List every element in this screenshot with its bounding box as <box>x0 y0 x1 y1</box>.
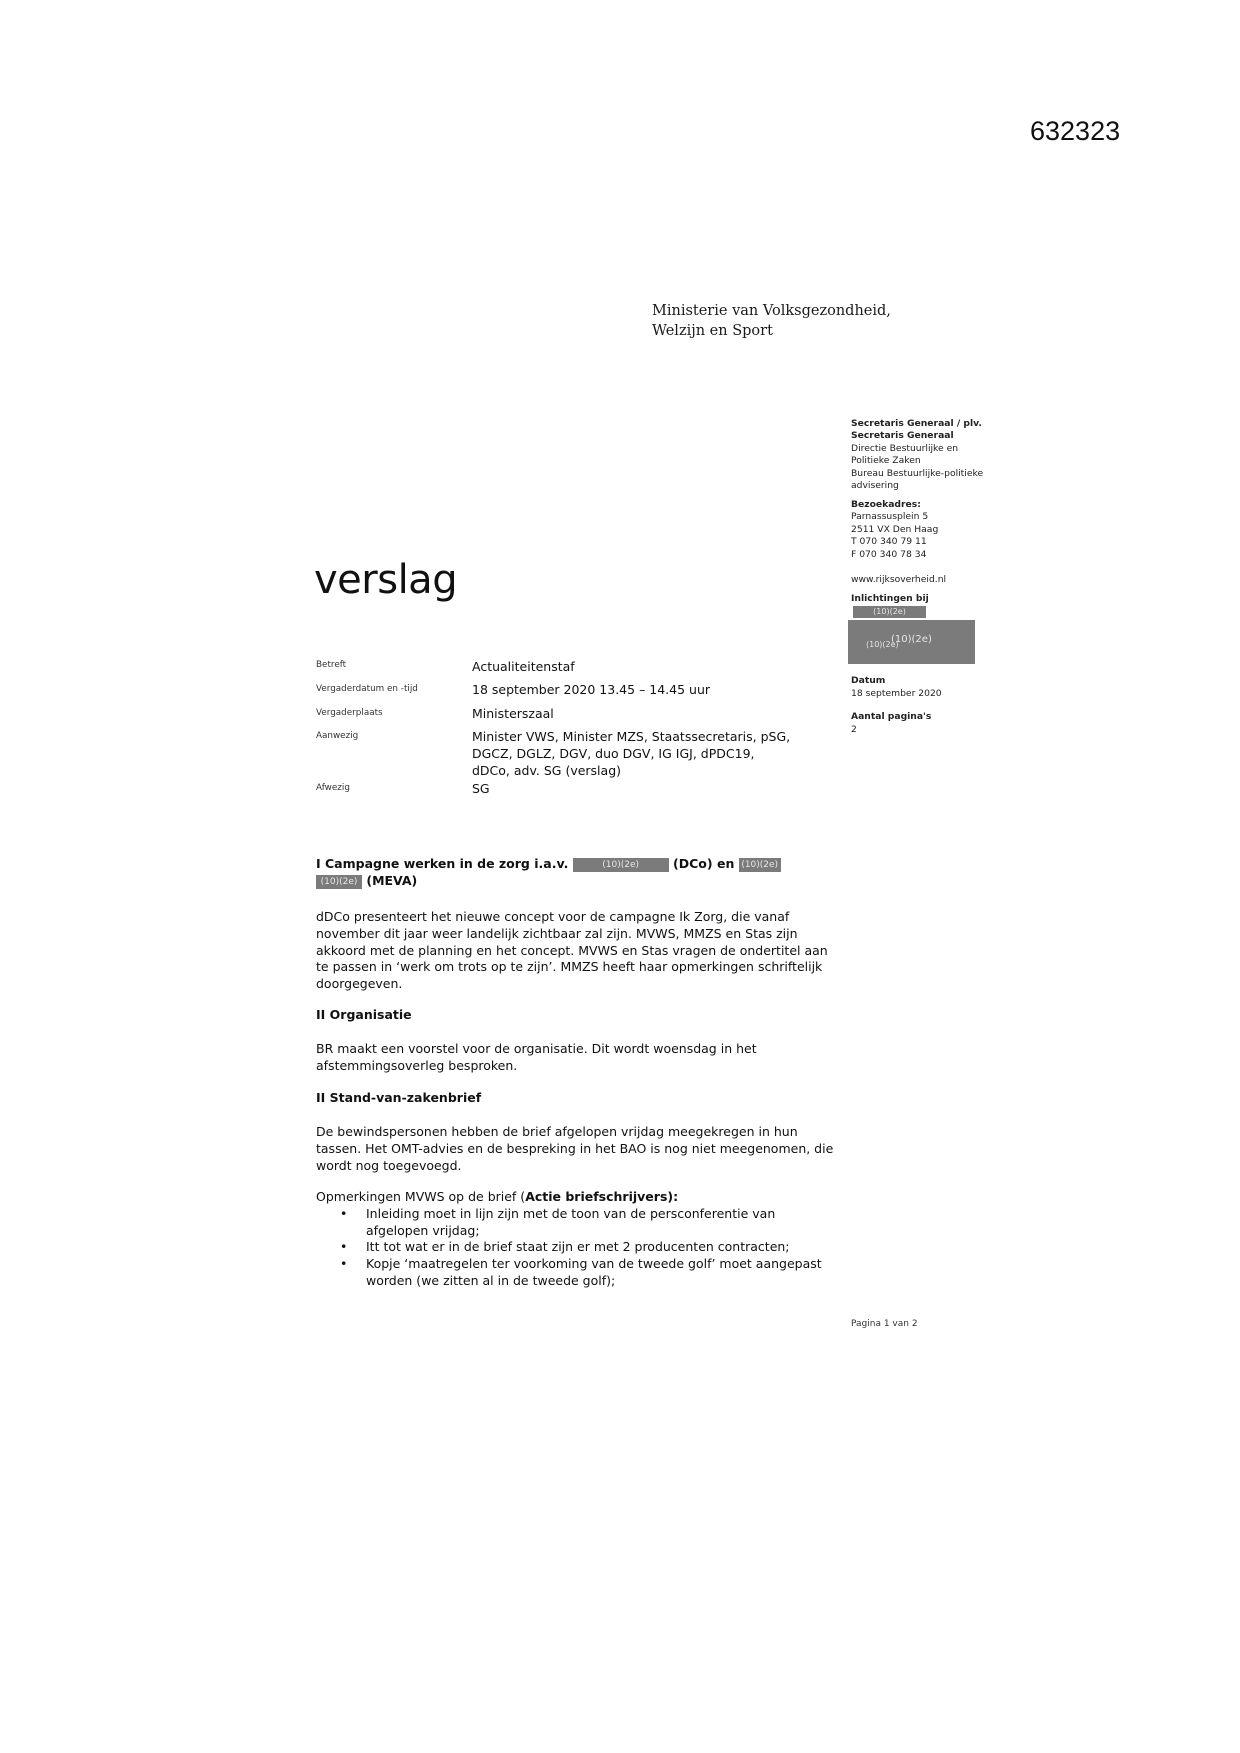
dept-line-2: Secretaris Generaal <box>851 430 954 442</box>
subject-label: Betreft <box>316 660 347 670</box>
meeting-details <box>316 658 836 798</box>
present-label: Aanwezig <box>316 731 359 741</box>
date-value: 18 september 2020 <box>851 688 942 699</box>
s2-line-1: BR maakt een voorstel voor de organisatie. Dit wordt woensdag in het <box>316 1041 757 1056</box>
redaction-block-label-b: (10)(2e) <box>891 634 932 645</box>
pages-label: Aantal pagina's <box>851 711 932 722</box>
redaction-block-label-a: (10)(2e) <box>866 640 899 649</box>
document-number: 632323 <box>1030 116 1121 146</box>
section-1-heading-text-b: (DCo) en <box>673 856 735 871</box>
section-1-heading-text-c: (MEVA) <box>366 872 418 888</box>
section-3-body <box>316 1124 838 1174</box>
redaction-inline-3: (10)(2e) <box>316 875 362 889</box>
meeting-date-label: Vergaderdatum en -tijd <box>316 684 418 694</box>
present-line-3: dDCo, adv. SG (verslag) <box>472 763 622 778</box>
page-number: Pagina 1 van 2 <box>851 1319 918 1329</box>
s1-line-2: november dit jaar weer landelijk zichtbaar zal zijn. MVWS, MMZS en Stas zijn <box>316 925 798 941</box>
pages-value: 2 <box>851 724 857 735</box>
list-item: • Itt tot wat er in de brief staat zijn er met 2 producenten contracten; <box>316 1239 838 1256</box>
remarks-list <box>316 1206 838 1290</box>
sidebar-department <box>851 418 1011 492</box>
absent-value: SG <box>472 781 490 796</box>
ministry-line-1: Ministerie van Volksgezondheid, <box>652 303 891 319</box>
meeting-place-label: Vergaderplaats <box>316 708 383 718</box>
present-line-1: Minister VWS, Minister MZS, Staatssecretaris, pSG, <box>472 729 791 744</box>
remarks-text-b: ): <box>667 1189 679 1204</box>
section-2-heading: II Organisatie <box>316 1007 412 1022</box>
remarks-text-a: Opmerkingen MVWS op de brief ( <box>316 1189 526 1204</box>
phone-number: T 070 340 79 11 <box>851 536 927 548</box>
section-1-heading-text-a: I Campagne werken in de zorg i.a.v. <box>316 856 569 871</box>
list-item: • Kopje ‘maatregelen ter voorkoming van de tweede golf’ moet aangepast worden (we zitten al in de tweede golf); <box>316 1256 838 1290</box>
redaction-block <box>848 620 975 664</box>
section-2-body <box>316 1041 838 1075</box>
section-3-heading: II Stand-van-zakenbrief <box>316 1090 482 1105</box>
sidebar-address <box>851 499 1011 561</box>
ministry-name <box>652 301 891 341</box>
info-label: Inlichtingen bij <box>851 593 929 604</box>
subject-value: Actualiteitenstaf <box>472 659 575 674</box>
s1-line-5: doorgegeven. <box>316 976 403 992</box>
dept-line-4: Politieke Zaken <box>851 455 921 467</box>
dept-line-1: Secretaris Generaal / plv. <box>851 418 982 429</box>
visit-address-label: Bezoekadres: <box>851 499 921 510</box>
s3-line-3: wordt nog toegevoegd. <box>316 1157 462 1173</box>
s1-line-4: te passen in ‘werk om trots op te zijn’. MMZS heeft haar opmerkingen schriftelijk <box>316 959 823 975</box>
list-item: • Inleiding moet in lijn zijn met de toon van de persconferentie van afgelopen vrijdag; <box>316 1206 838 1240</box>
address-line-2: 2511 VX Den Haag <box>851 523 939 535</box>
absent-label: Afwezig <box>316 783 350 793</box>
meeting-place-value: Ministerszaal <box>472 706 554 721</box>
dept-line-5: Bureau Bestuurlijke-politieke <box>851 467 984 479</box>
address-line-1: Parnassusplein 5 <box>851 511 929 523</box>
dept-line-6: advisering <box>851 480 899 492</box>
redaction-inline-2: (10)(2e) <box>739 858 781 872</box>
dept-line-3: Directie Bestuurlijke en <box>851 442 959 454</box>
section-1-heading <box>316 856 838 890</box>
date-label: Datum <box>851 675 886 686</box>
section-3-remarks <box>316 1189 838 1290</box>
redaction-inline-1: (10)(2e) <box>573 858 669 872</box>
present-line-2: DGCZ, DGLZ, DGV, duo DGV, IG IGJ, dPDC19, <box>472 746 755 761</box>
s1-line-1: dDCo presenteert het nieuwe concept voor de campagne Ik Zorg, die vanaf <box>316 909 790 924</box>
s1-line-3: akkoord met de planning en het concept. MVWS en Stas vragen de ondertitel aan <box>316 942 828 958</box>
section-1-body <box>316 909 838 993</box>
fax-number: F 070 340 78 34 <box>851 548 927 560</box>
document-title: verslag <box>314 557 458 603</box>
s3-line-2: tassen. Het OMT-advies en de bespreking in het BAO is nog niet meegenomen, die <box>316 1140 834 1156</box>
redaction-small: (10)(2e) <box>853 606 926 618</box>
ministry-line-2: Welzijn en Sport <box>652 323 773 339</box>
meeting-date-value: 18 september 2020 13.45 – 14.45 uur <box>472 682 711 697</box>
remarks-action: Actie briefschrijvers <box>525 1189 668 1204</box>
s3-line-1: De bewindspersonen hebben de brief afgelopen vrijdag meegekregen in hun <box>316 1124 798 1139</box>
present-value <box>472 728 832 779</box>
website: www.rijksoverheid.nl <box>851 574 947 585</box>
s2-line-2: afstemmingsoverleg besproken. <box>316 1057 518 1073</box>
